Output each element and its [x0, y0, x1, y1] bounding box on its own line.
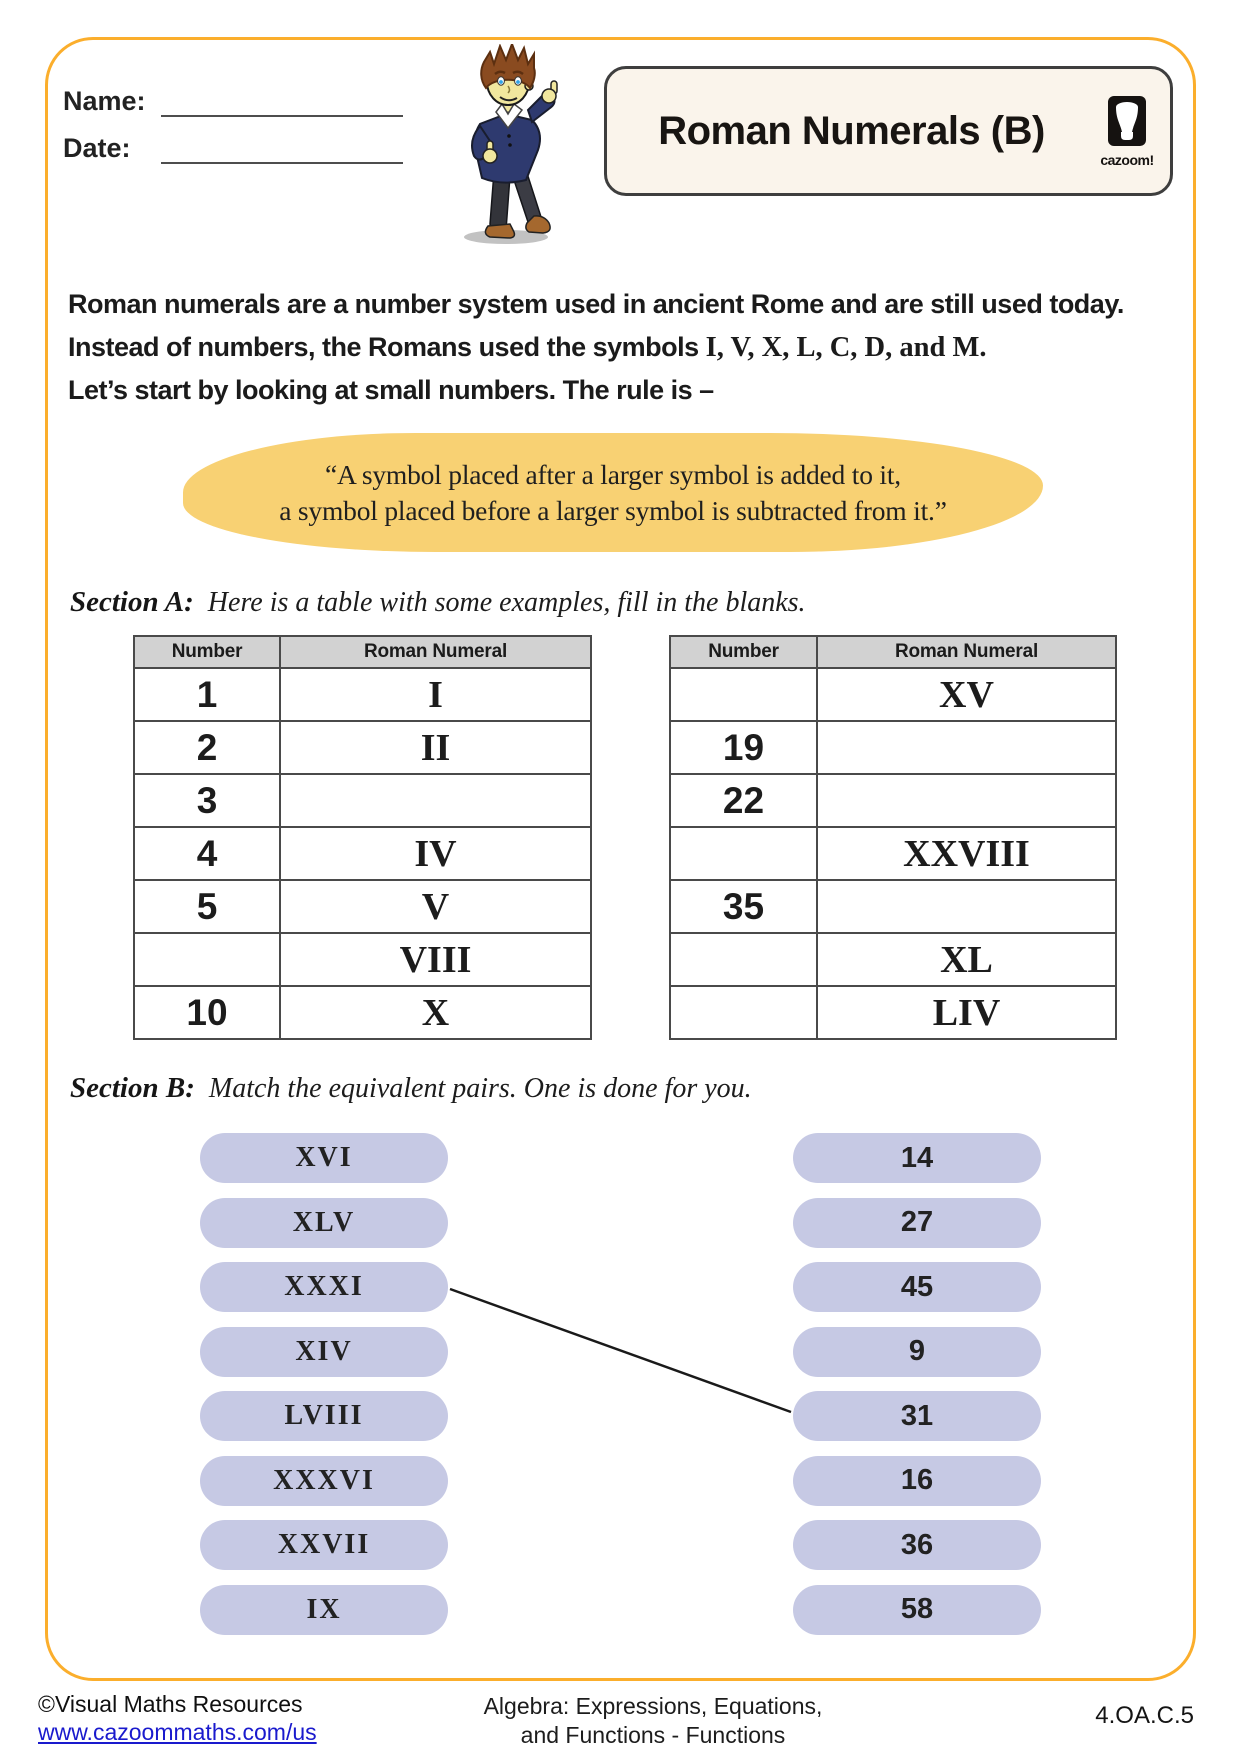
roman-numeral-cell: VIII	[280, 933, 591, 986]
roman-numeral-cell: XL	[817, 933, 1116, 986]
roman-numeral-cell: XV	[817, 668, 1116, 721]
name-input-line[interactable]	[161, 89, 403, 117]
cazoom-logo	[1096, 95, 1158, 168]
section-a-label: Section A:	[70, 586, 194, 618]
roman-numeral-cell: XXVIII	[817, 827, 1116, 880]
intro-line-2	[68, 326, 1124, 369]
rule-quote-line-2: a symbol placed before a larger symbol is subtracted from it.”	[279, 494, 947, 526]
answer-blank-cell[interactable]	[670, 668, 817, 721]
column-header-roman-numeral: Roman Numeral	[817, 636, 1116, 668]
cazoommaths-link[interactable]: www.cazoommaths.com/us	[38, 1719, 317, 1745]
roman-numeral-cell: LIV	[817, 986, 1116, 1039]
number-pill-36[interactable]: 36	[793, 1520, 1041, 1570]
standard-code: 4.OA.C.5	[1095, 1702, 1194, 1729]
answer-blank-cell[interactable]	[817, 774, 1116, 827]
roman-pill-xlv[interactable]: XLV	[200, 1198, 448, 1248]
rule-quote-bubble	[183, 433, 1043, 552]
section-a-heading	[70, 586, 806, 619]
number-value-cell: 35	[670, 880, 817, 933]
roman-pill-xvi[interactable]: XVI	[200, 1133, 448, 1183]
roman-numeral-cell: V	[280, 880, 591, 933]
roman-pill-xxxvi[interactable]: XXXVI	[200, 1456, 448, 1506]
section-a-instruction: Here is a table with some examples, fill in the blanks.	[207, 587, 806, 618]
column-header-number: Number	[134, 636, 280, 668]
number-value-cell: 3	[134, 774, 280, 827]
column-header-roman-numeral: Roman Numeral	[280, 636, 591, 668]
section-b-label: Section B:	[70, 1072, 195, 1104]
cartoon-boy-illustration	[450, 44, 570, 246]
answer-blank-cell[interactable]	[670, 986, 817, 1039]
table-row	[670, 721, 1116, 774]
footer-topic-line-1: Algebra: Expressions, Equations,	[483, 1693, 823, 1719]
intro-line-3: Let’s start by looking at small numbers. The rule is –	[68, 375, 714, 405]
number-pill-16[interactable]: 16	[793, 1456, 1041, 1506]
answer-blank-cell[interactable]	[134, 933, 280, 986]
number-pill-column	[793, 1133, 1041, 1635]
number-value-cell: 4	[134, 827, 280, 880]
answer-blank-cell[interactable]	[817, 880, 1116, 933]
roman-numeral-cell: I	[280, 668, 591, 721]
table-row	[670, 933, 1116, 986]
roman-pill-xxvii[interactable]: XXVII	[200, 1520, 448, 1570]
number-pill-27[interactable]: 27	[793, 1198, 1041, 1248]
examples-table-2	[669, 635, 1117, 1040]
table-row	[134, 668, 591, 721]
table-row	[670, 986, 1116, 1039]
table-row	[134, 827, 591, 880]
rule-quote-line-1: “A symbol placed after a larger symbol is added to it,	[325, 458, 901, 490]
intro-line-2-prefix: Instead of numbers, the Romans used the symbols	[68, 332, 706, 362]
answer-blank-cell[interactable]	[670, 933, 817, 986]
number-value-cell: 2	[134, 721, 280, 774]
cazoom-logo-icon	[1107, 95, 1147, 147]
number-pill-14[interactable]: 14	[793, 1133, 1041, 1183]
number-value-cell: 1	[134, 668, 280, 721]
table-row	[134, 880, 591, 933]
title-box	[604, 66, 1173, 196]
table-header-row	[134, 636, 591, 668]
cazoom-logo-text: cazoom!	[1100, 151, 1154, 168]
number-value-cell: 5	[134, 880, 280, 933]
name-label: Name:	[63, 86, 146, 116]
table-row	[134, 986, 591, 1039]
roman-numeral-cell: X	[280, 986, 591, 1039]
table-header-row	[670, 636, 1116, 668]
roman-pill-xxxi[interactable]: XXXI	[200, 1262, 448, 1312]
footer-left	[38, 1690, 317, 1746]
copyright-text: ©Visual Maths Resources	[38, 1691, 303, 1717]
number-value-cell: 19	[670, 721, 817, 774]
number-pill-9[interactable]: 9	[793, 1327, 1041, 1377]
number-value-cell: 10	[134, 986, 280, 1039]
number-pill-45[interactable]: 45	[793, 1262, 1041, 1312]
number-value-cell: 22	[670, 774, 817, 827]
table-row	[134, 721, 591, 774]
date-input-line[interactable]	[161, 136, 403, 164]
roman-pill-column	[200, 1133, 448, 1635]
examples-table-1	[133, 635, 592, 1040]
roman-pill-lviii[interactable]: LVIII	[200, 1391, 448, 1441]
name-date-block	[63, 84, 403, 178]
section-b-heading	[70, 1072, 752, 1105]
roman-symbols-list: I, V, X, L, C, D, and M.	[705, 332, 987, 363]
roman-pill-xiv[interactable]: XIV	[200, 1327, 448, 1377]
answer-blank-cell[interactable]	[817, 721, 1116, 774]
table-row	[134, 774, 591, 827]
answer-blank-cell[interactable]	[670, 827, 817, 880]
intro-text	[68, 283, 1124, 412]
column-header-number: Number	[670, 636, 817, 668]
table-row	[670, 774, 1116, 827]
footer-topic-line-2: and Functions - Functions	[520, 1722, 786, 1748]
table-row	[134, 933, 591, 986]
number-pill-31[interactable]: 31	[793, 1391, 1041, 1441]
intro-line-1: Roman numerals are a number system used in ancient Rome and are still used today.	[68, 289, 1124, 319]
roman-numeral-cell: IV	[280, 827, 591, 880]
number-pill-58[interactable]: 58	[793, 1585, 1041, 1635]
table-row	[670, 668, 1116, 721]
answer-blank-cell[interactable]	[280, 774, 591, 827]
roman-numeral-cell: II	[280, 721, 591, 774]
table-row	[670, 827, 1116, 880]
date-label: Date:	[63, 133, 131, 163]
roman-pill-ix[interactable]: IX	[200, 1585, 448, 1635]
footer-topic	[453, 1692, 853, 1750]
table-row	[670, 880, 1116, 933]
section-b-instruction: Match the equivalent pairs. One is done for you.	[208, 1073, 752, 1104]
worksheet-title: Roman Numerals (B)	[658, 108, 1045, 153]
